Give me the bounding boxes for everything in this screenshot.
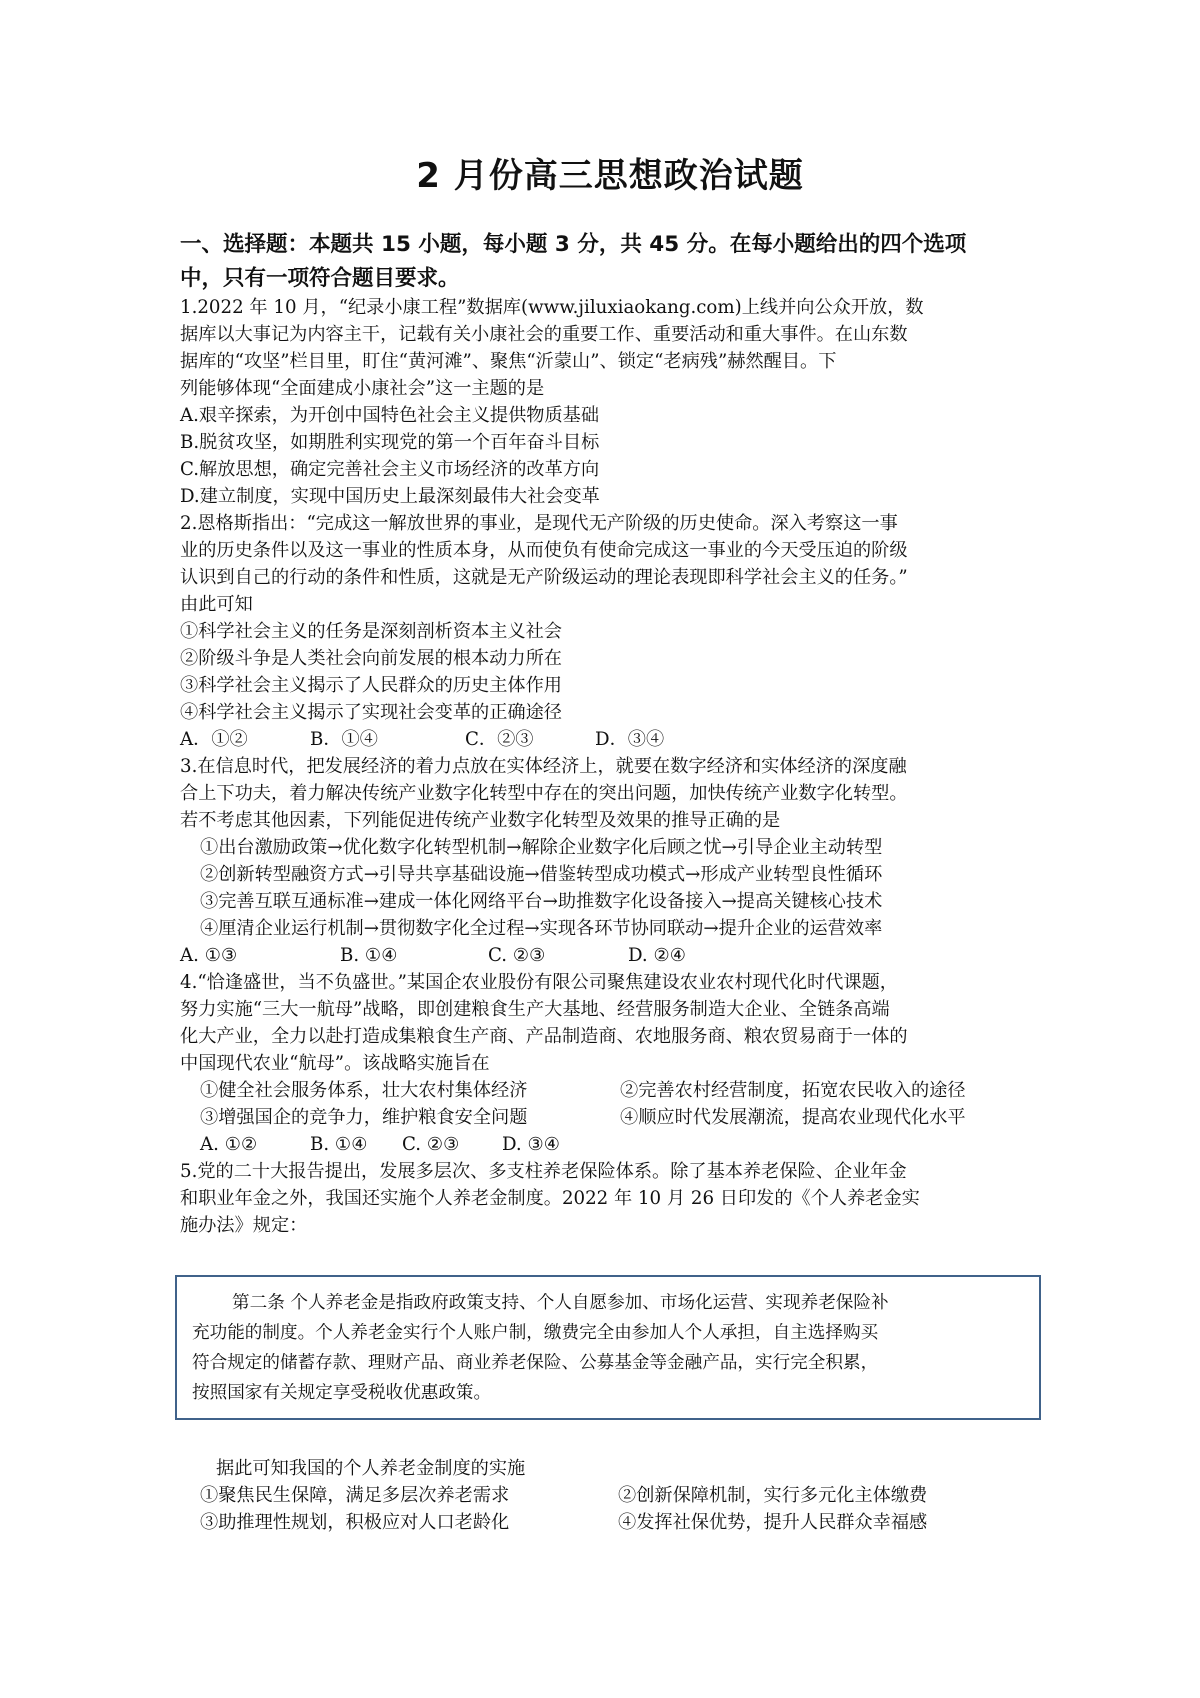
regulation-quote-box (175, 1275, 1041, 1420)
answer-option: D. ③④ (502, 1134, 561, 1155)
question-text: 中国现代农业“航母”。该战略实施旨在 (180, 1053, 490, 1074)
question-text: 化大产业，全力以赴打造成集粮食生产商、产品制造商、农地服务商、粮农贸易商于一体的 (180, 1026, 908, 1047)
answer-option: B. ①④ (310, 1134, 368, 1155)
statement-item: ④发挥社保优势，提升人民群众幸福感 (618, 1512, 928, 1533)
question-text: 3.在信息时代，把发展经济的着力点放在实体经济上，就要在数字经济和实体经济的深度融 (180, 756, 907, 777)
question-text: 由此可知 (180, 594, 253, 615)
statement-item: ③增强国企的竞争力，维护粮食安全问题 (200, 1107, 528, 1128)
statement-item: ④科学社会主义揭示了实现社会变革的正确途径 (180, 702, 562, 723)
question-text: 合上下功夫，着力解决传统产业数字化转型中存在的突出问题，加快传统产业数字化转型。 (180, 783, 908, 804)
section-heading-line: 一、选择题：本题共 15 小题，每小题 3 分，共 45 分。在每小题给出的四个选项 (180, 232, 967, 257)
answer-option: A.艰辛探索，为开创中国特色社会主义提供物质基础 (180, 405, 600, 426)
answer-options-row (180, 942, 1040, 969)
statement-item: ③科学社会主义揭示了人民群众的历史主体作用 (180, 675, 562, 696)
statement-item: ①健全社会服务体系，壮大农村集体经济 (200, 1080, 528, 1101)
page-title: 2 月份高三思想政治试题 (416, 156, 804, 196)
statement-row (180, 1104, 1060, 1131)
statement-item: ③完善互联互通标准→建成一体化网络平台→助推数字化设备接入→提高关键核心技术 (200, 891, 883, 912)
answer-option: B.脱贫攻坚，如期胜利实现党的第一个百年奋斗目标 (180, 432, 600, 453)
answer-option: C. ②③ (402, 1134, 460, 1155)
answer-option: D．③④ (595, 729, 665, 750)
section-heading (180, 228, 1040, 296)
quote-text: 按照国家有关规定享受税收优惠政策。 (192, 1383, 492, 1403)
question-text: 2.恩格斯指出：“完成这一解放世界的事业，是现代无产阶级的历史使命。深入考察这一事 (180, 513, 898, 534)
statement-item: ②阶级斗争是人类社会向前发展的根本动力所在 (180, 648, 562, 669)
answer-options-row (180, 726, 1040, 753)
answer-option: A. ①② (200, 1134, 258, 1155)
statement-row (180, 1077, 1060, 1104)
statement-item: ①出台激励政策→优化数字化转型机制→解除企业数字化后顾之忧→引导企业主动转型 (200, 837, 883, 858)
question-text: 4.“恰逢盛世，当不负盛世。”某国企农业股份有限公司聚焦建设农业农村现代化时代课题， (180, 972, 898, 993)
question-text: 和职业年金之外，我国还实施个人养老金制度。2022 年 10 月 26 日印发的《个人养老金实 (180, 1188, 920, 1209)
statement-item: ①科学社会主义的任务是深刻剖析资本主义社会 (180, 621, 562, 642)
question-text: 据库以大事记为内容主干，记载有关小康社会的重要工作、重要活动和重大事件。在山东数 (180, 324, 908, 345)
question-text: 认识到自己的行动的条件和性质，这就是无产阶级运动的理论表现即科学社会主义的任务。” (180, 567, 908, 588)
statement-item: ②创新转型融资方式→引导共享基础设施→借鉴转型成功模式→形成产业转型良性循环 (200, 864, 883, 885)
answer-option: D. ②④ (628, 945, 687, 966)
answer-option: C．②③ (465, 729, 534, 750)
question-text: 5.党的二十大报告提出，发展多层次、多支柱养老保险体系。除了基本养老保险、企业年金 (180, 1161, 907, 1182)
quote-text: 第二条 个人养老金是指政府政策支持、个人自愿参加、市场化运营、实现养老保险补 (232, 1293, 889, 1313)
answer-option: B．①④ (310, 729, 378, 750)
statement-item: ③助推理性规划，积极应对人口老龄化 (200, 1512, 510, 1533)
answer-option: A. ①③ (180, 945, 238, 966)
statement-row (180, 1482, 1060, 1509)
answer-option: C. ②③ (488, 945, 546, 966)
statement-item: ②创新保障机制，实行多元化主体缴费 (618, 1485, 928, 1506)
statement-item: ④顺应时代发展潮流，提高农业现代化水平 (620, 1107, 966, 1128)
statement-row (180, 1509, 1060, 1536)
question-text: 努力实施“三大一航母”战略，即创建粮食生产大基地、经营服务制造大企业、全链条高端 (180, 999, 890, 1020)
question-text: 列能够体现“全面建成小康社会”这一主题的是 (180, 378, 545, 399)
statement-item: ④厘清企业运行机制→贯彻数字化全过程→实现各环节协同联动→提升企业的运营效率 (200, 918, 883, 939)
answer-options-row (180, 1131, 1060, 1158)
question-text: 业的历史条件以及这一事业的性质本身，从而使负有使命完成这一事业的今天受压迫的阶级 (180, 540, 908, 561)
section-heading-line: 中，只有一项符合题目要求。 (180, 266, 460, 291)
question-text: 施办法》规定： (180, 1215, 308, 1236)
answer-option: A．①② (180, 729, 248, 750)
question-text: 若不考虑其他因素，下列能促进传统产业数字化转型及效果的推导正确的是 (180, 810, 781, 831)
quote-text: 符合规定的储蓄存款、理财产品、商业养老保险、公募基金等金融产品，实行完全积累， (192, 1353, 879, 1373)
question-stem: 据此可知我国的个人养老金制度的实施 (216, 1458, 526, 1479)
question-text: 1.2022 年 10 月，“纪录小康工程”数据库(www.jiluxiaokang.com)上线并向公众开放，数 (180, 297, 924, 318)
statement-item: ①聚焦民生保障，满足多层次养老需求 (200, 1485, 510, 1506)
question-text: 据库的“攻坚”栏目里，盯住“黄河滩”、聚焦“沂蒙山”、锁定“老病残”赫然醒目。下 (180, 351, 837, 372)
quote-text: 充功能的制度。个人养老金实行个人账户制，缴费完全由参加人个人承担，自主选择购买 (192, 1323, 879, 1343)
statement-item: ②完善农村经营制度，拓宽农民收入的途径 (620, 1080, 966, 1101)
answer-option: D.建立制度，实现中国历史上最深刻最伟大社会变革 (180, 486, 600, 507)
answer-option: B. ①④ (340, 945, 398, 966)
answer-option: C.解放思想，确定完善社会主义市场经济的改革方向 (180, 459, 600, 480)
